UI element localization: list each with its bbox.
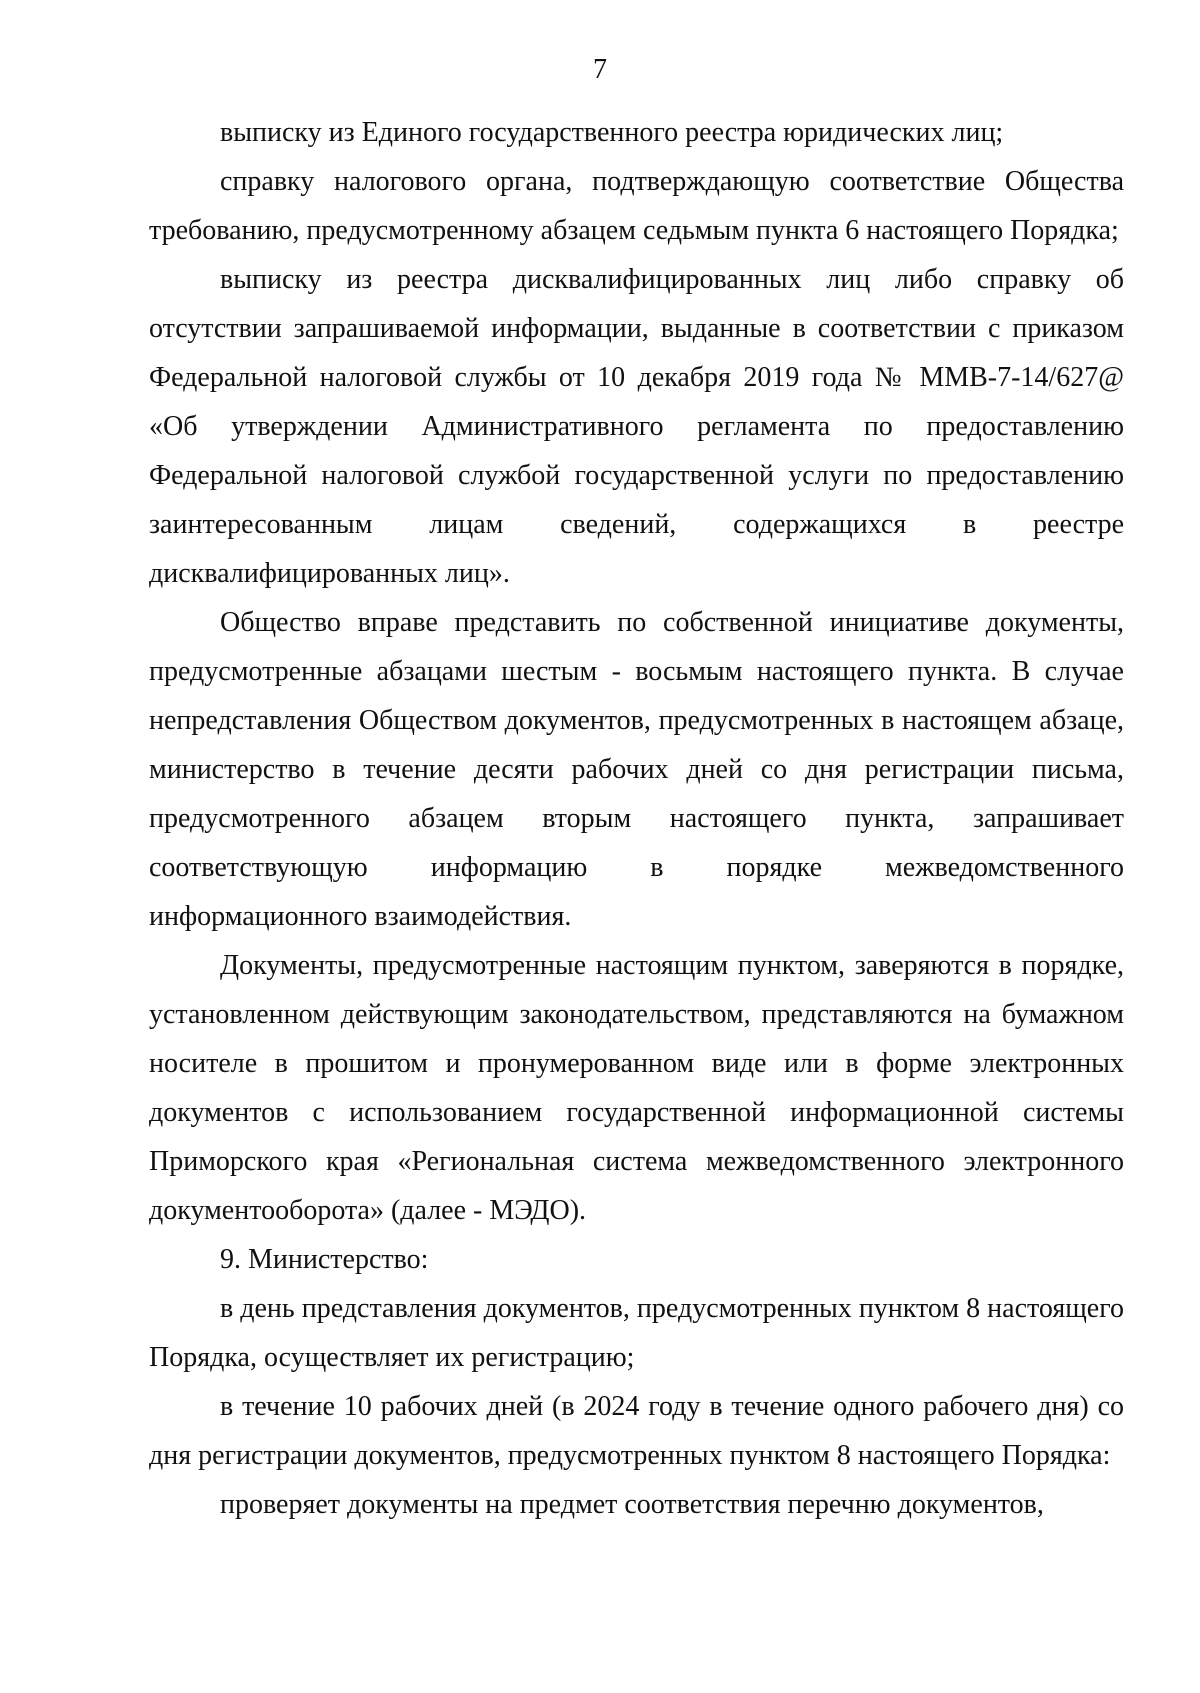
paragraph-ministry-heading: 9. Министерство: [220, 1244, 429, 1275]
document-body [149, 108, 1124, 1529]
paragraph-company-initiative: Общество вправе представить по собственной инициативе документы, предусмотренные абзацами шестым - восьмым настоящего пункта. В случае непредставления Обществом документов, предусмотренных в настоящем абзаце, министерство в течение десяти рабочих дней со дня регистрации письма, предусмотренного абзацем вторым настоящего пункта, запрашивает соответствующую информацию в порядке межведомственного информационного взаимодействия. [149, 607, 1124, 932]
paragraph-tax-certificate: справку налогового органа, подтверждающую соответствие Общества требованию, предусмотренному абзацем седьмым пункта 6 настоящего Порядка; [149, 166, 1124, 246]
page-number: 7 [593, 54, 607, 85]
paragraph-disqualified-registry: выписку из реестра дисквалифицированных лиц либо справку об отсутствии запрашиваемой информации, выданные в соответствии с приказом Федеральной налоговой службы от 10 декабря 2019 года № ММВ-7-14/627@ «Об утверждении Административного регламента по предоставлению Федеральной налоговой службой государственной услуги по предоставлению заинтересованным лицам сведений, содержащихся в реестре дисквалифицированных лиц». [149, 264, 1124, 589]
paragraph-ten-working-days: в течение 10 рабочих дней (в 2024 году в течение одного рабочего дня) со дня регистрации документов, предусмотренных пунктом 8 настоящего Порядка: [149, 1391, 1124, 1471]
paragraph-registration-day: в день представления документов, предусмотренных пунктом 8 настоящего Порядка, осуществляет их регистрацию; [149, 1293, 1124, 1373]
paragraph-egrul-extract: выписку из Единого государственного реестра юридических лиц; [220, 117, 1004, 148]
paragraph-documents-certification: Документы, предусмотренные настоящим пунктом, заверяются в порядке, установленном действующим законодательством, представляются на бумажном носителе в прошитом и пронумерованном виде или в форме электронных документов с использованием государственной информационной системы Приморского края «Региональная система межведомственного электронного документооборота» (далее - МЭДО). [149, 950, 1124, 1226]
paragraph-checks-documents: проверяет документы на предмет соответствия перечню документов, [220, 1489, 1044, 1520]
